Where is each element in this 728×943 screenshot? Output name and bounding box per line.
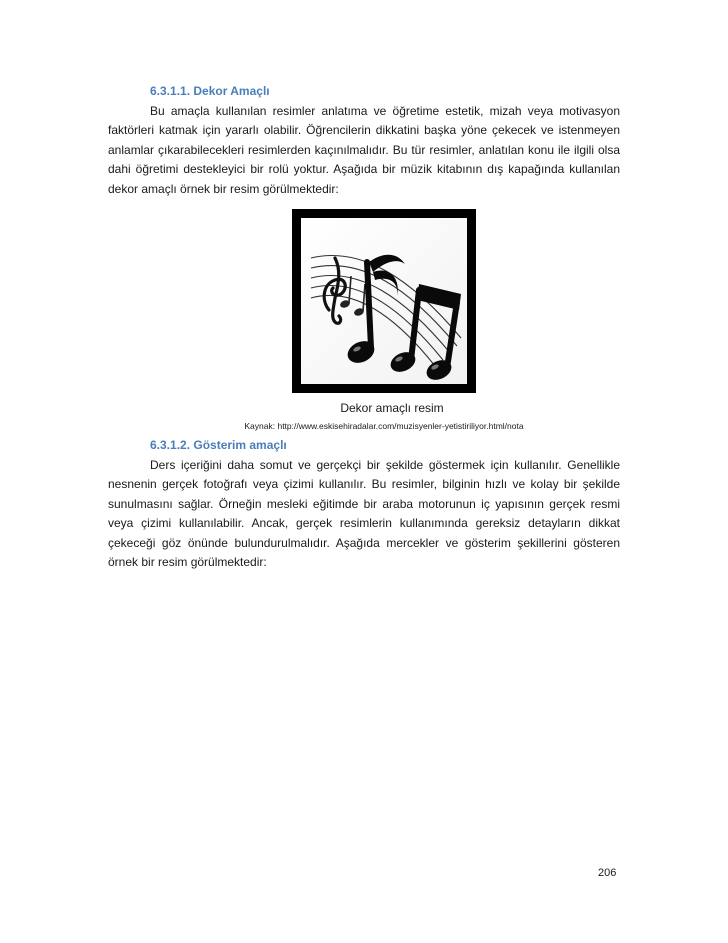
figure-source: Kaynak: http://www.eskisehiradalar.com/muzisyenler-yetistiriliyor.html/nota <box>244 421 524 431</box>
figure-image-frame <box>292 209 476 393</box>
section-heading-dekor: 6.3.1.1. Dekor Amaçlı <box>150 84 270 98</box>
section-paragraph-dekor: Bu amaçla kullanılan resimler anlatıma ve öğretime estetik, mizah veya motivasyon faktörleri katmak için yararlı olabilir. Öğrencilerin dikkatini başka yöne çekecek ve istenmeyen anlamlar çıkarabilecekleri resimlerden kaçınılmalıdır. Bu tür resimler, anlatılan konu ile ilgili olsa dahi öğretimi destekleyici bir rolü yoktur. Aşağıda bir müzik kitabının dış kapağında kullanılan dekor amaçlı örnek bir resim görülmektedir: <box>108 104 620 196</box>
page-number: 206 <box>598 867 617 879</box>
figure-caption: Dekor amaçlı resim <box>340 401 444 415</box>
music-notes-icon <box>301 218 467 384</box>
section-paragraph-gosterim: Ders içeriğini daha somut ve gerçekçi bir şekilde göstermek için kullanılır. Genellikle nesnenin gerçek fotoğrafı veya çizimi kullanılır. Bu resimler, bilginin hızlı ve kolay bir şekilde sunulmasını sağlar. Örneğin mesleki eğitimde bir araba motorunun iç yapısının gerçek resmi veya çizimi kullanılabilir. Ancak, gerçek resimlerin kullanımında gereksiz detayların dikkat çekeceği göz önünde bulundurulmalıdır. Aşağıda mercekler ve gösterim şekillerini gösteren örnek bir resim görülmektedir: <box>108 458 620 570</box>
music-notes-illustration <box>301 218 467 384</box>
section-heading-gosterim: 6.3.1.2. Gösterim amaçlı <box>150 438 287 452</box>
